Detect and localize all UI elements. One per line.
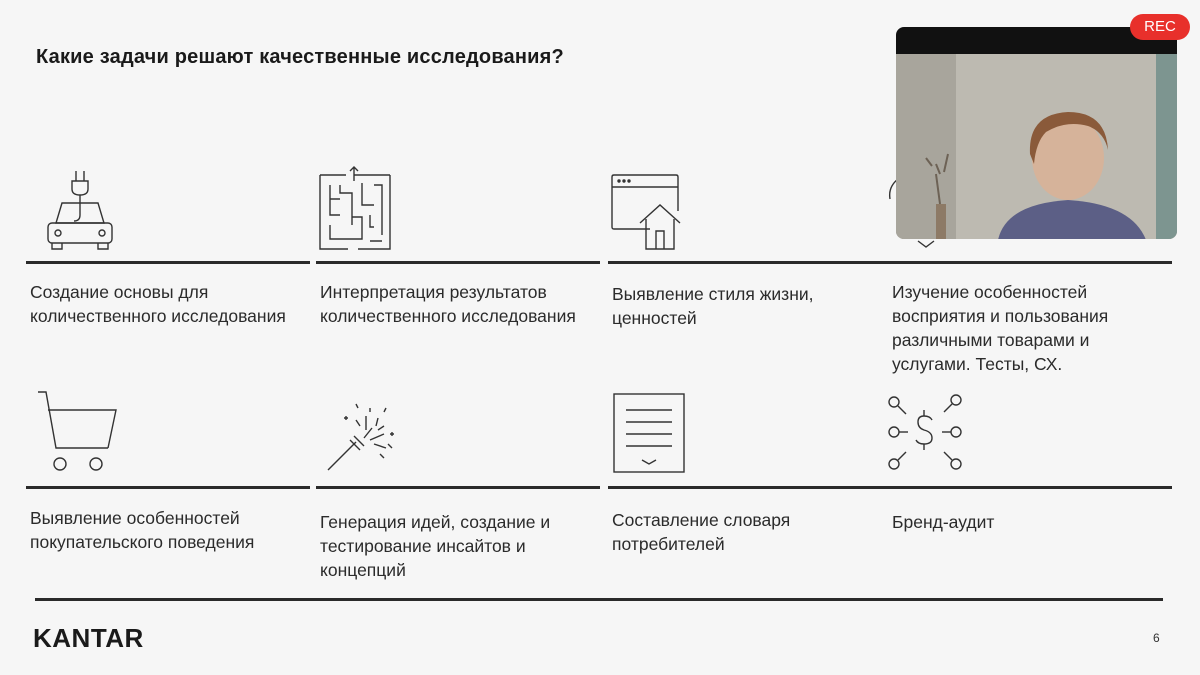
slide-title: Какие задачи решают качественные исследования? bbox=[36, 46, 564, 68]
task-text: Составление словаря потребителей bbox=[612, 510, 791, 554]
task-text: Выявление стиля жизни, ценностей bbox=[612, 284, 814, 328]
kantar-logo: KANTAR bbox=[33, 623, 144, 653]
participant-image bbox=[896, 54, 1177, 239]
task-text: Создание основы для количественного исследования bbox=[30, 282, 286, 326]
participant-video[interactable] bbox=[896, 27, 1177, 239]
task-text: Бренд-аудит bbox=[892, 512, 995, 532]
task-text: Генерация идей, создание и тестирование инсайтов и концепций bbox=[320, 512, 551, 580]
shopping-cart-icon bbox=[36, 390, 126, 476]
recording-badge: REC bbox=[1130, 14, 1190, 40]
divider bbox=[26, 486, 310, 489]
document-icon bbox=[612, 390, 702, 476]
page-number: 6 bbox=[1153, 631, 1160, 645]
video-frame bbox=[896, 54, 1177, 239]
divider bbox=[608, 261, 892, 264]
task-text: Изучение особенностей восприятия и пользования различными товарами и услугами. Тесты, СХ. bbox=[892, 282, 1109, 374]
divider bbox=[26, 261, 310, 264]
task-text: Интерпретация результатов количественного исследования bbox=[320, 282, 576, 326]
divider bbox=[888, 486, 1172, 489]
footer-divider bbox=[35, 598, 1163, 601]
divider bbox=[316, 486, 600, 489]
maze-icon bbox=[318, 165, 408, 251]
plug-car-icon bbox=[38, 165, 128, 251]
sparkler-icon bbox=[326, 390, 416, 476]
divider bbox=[608, 486, 892, 489]
task-text: Выявление особенностей покупательского поведения bbox=[30, 508, 255, 552]
divider bbox=[316, 261, 600, 264]
browser-home-icon bbox=[610, 165, 700, 251]
dollar-network-icon bbox=[886, 390, 976, 476]
divider bbox=[888, 261, 1172, 264]
